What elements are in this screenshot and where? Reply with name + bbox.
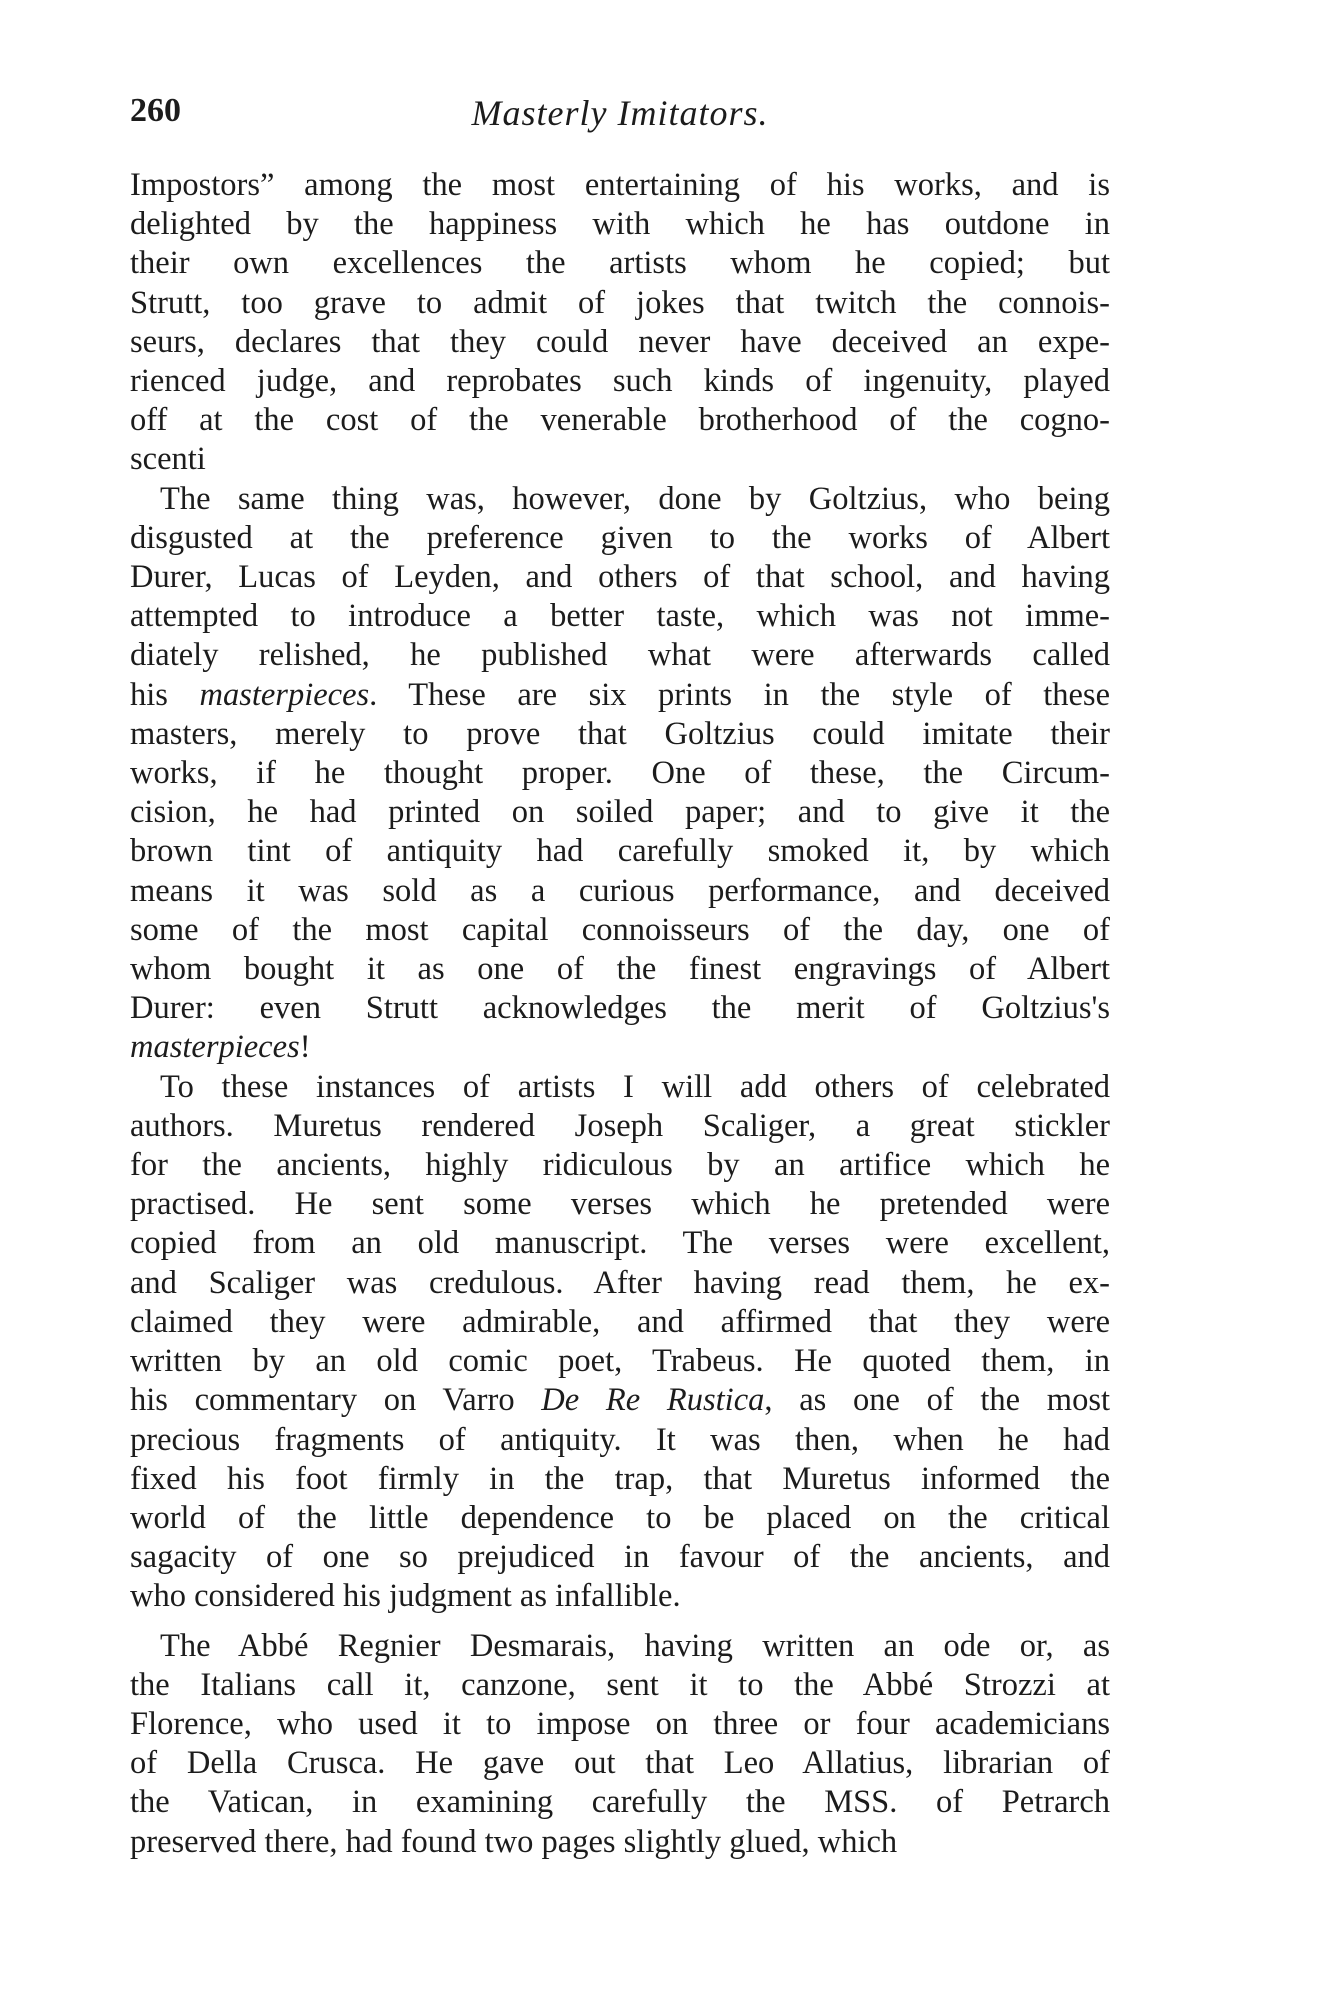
paragraph	[130, 1627, 1110, 1862]
text-line: Florence, who used it to impose on three or four academicians	[130, 1705, 1110, 1742]
text-line: attempted to introduce a better taste, which was not imme-	[130, 598, 1110, 635]
text-line: means it was sold as a curious performance, and deceived	[130, 872, 1110, 909]
text-line: of Della Crusca. He gave out that Leo Allatius, librarian of	[130, 1745, 1110, 1782]
text-line: claimed they were admirable, and affirmed that they were	[130, 1303, 1110, 1340]
paragraph	[130, 166, 1110, 480]
text-line: Durer: even Strutt acknowledges the merit of Goltzius's	[130, 990, 1110, 1027]
text-line: sagacity of one so prejudiced in favour of the ancients, and	[130, 1539, 1110, 1576]
paragraph	[130, 1068, 1110, 1617]
text-line: written by an old comic poet, Trabeus. He quoted them, in	[130, 1343, 1110, 1380]
book-page	[130, 92, 1110, 1862]
text-line: The same thing was, however, done by Goltzius, who being	[160, 480, 1110, 517]
text-line: seurs, declares that they could never have deceived an expe-	[130, 323, 1110, 360]
paragraph	[130, 480, 1110, 1068]
text-line: Strutt, too grave to admit of jokes that twitch the connois-	[130, 284, 1110, 321]
text-line: cision, he had printed on soiled paper; and to give it the	[130, 794, 1110, 831]
running-title: Masterly Imitators.	[471, 93, 769, 133]
text-line: delighted by the happiness with which he has outdone in	[130, 206, 1110, 243]
text-line: disgusted at the preference given to the works of Albert	[130, 519, 1110, 556]
text-line: whom bought it as one of the finest engravings of Albert	[130, 951, 1110, 988]
text-line: fixed his foot firmly in the trap, that Muretus informed the	[130, 1460, 1110, 1497]
text-line: for the ancients, highly ridiculous by an artifice which he	[130, 1147, 1110, 1184]
running-head	[130, 92, 1110, 148]
text-line: masters, merely to prove that Goltzius could imitate their	[130, 715, 1110, 752]
text-line: diately relished, he published what were afterwards called	[130, 637, 1110, 674]
text-line: the Vatican, in examining carefully the MSS. of Petrarch	[130, 1784, 1110, 1821]
text-line: and Scaliger was credulous. After having read them, he ex-	[130, 1264, 1110, 1301]
text-line: some of the most capital connoisseurs of the day, one of	[130, 911, 1110, 948]
text-line: copied from an old manuscript. The verses were excellent,	[130, 1225, 1110, 1262]
text-line: his commentary on Varro De Re Rustica, as one of the most	[130, 1382, 1111, 1419]
text-line: Impostors” among the most entertaining of his works, and is	[130, 167, 1110, 203]
text-line: masterpieces!	[130, 1029, 311, 1066]
text-line: who considered his judgment as infallible.	[130, 1578, 681, 1615]
page-number: 260	[130, 92, 181, 129]
body-text	[130, 166, 1110, 1862]
text-line: To these instances of artists I will add others of celebrated	[160, 1068, 1110, 1105]
text-line: brown tint of antiquity had carefully smoked it, by which	[130, 833, 1110, 870]
text-line: off at the cost of the venerable brotherhood of the cogno-	[130, 402, 1110, 439]
text-line: precious fragments of antiquity. It was then, when he had	[130, 1421, 1110, 1458]
text-line: The Abbé Regnier Desmarais, having written an ode or, as	[160, 1627, 1110, 1664]
text-line: scenti	[130, 441, 206, 478]
text-line: authors. Muretus rendered Joseph Scaliger, a great stickler	[130, 1107, 1110, 1144]
text-line: preserved there, had found two pages slightly glued, which	[130, 1823, 898, 1860]
text-line: his masterpieces. These are six prints in the style of these	[130, 676, 1110, 713]
text-line: the Italians call it, canzone, sent it to the Abbé Strozzi at	[130, 1666, 1110, 1703]
text-line: practised. He sent some verses which he pretended were	[130, 1186, 1110, 1223]
text-line: works, if he thought proper. One of these, the Circum-	[130, 755, 1110, 792]
text-line: their own excellences the artists whom he copied; but	[130, 245, 1110, 282]
text-line: world of the little dependence to be placed on the critical	[130, 1499, 1110, 1536]
text-line: Durer, Lucas of Leyden, and others of that school, and having	[130, 559, 1110, 596]
text-line: rienced judge, and reprobates such kinds of ingenuity, played	[130, 363, 1110, 400]
